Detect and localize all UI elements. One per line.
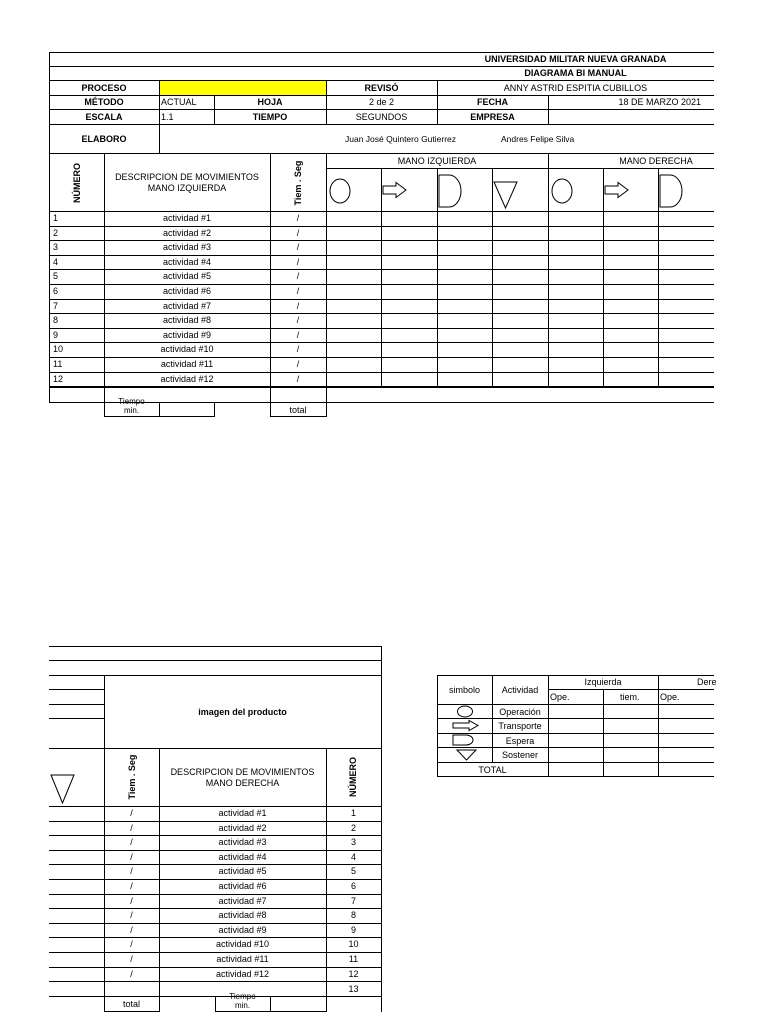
row-activity: actividad #11 (216, 954, 269, 964)
hoja-value: 2 de 2 (368, 97, 395, 107)
summary-label-sostener: Sostener (501, 750, 539, 760)
arrow-right-icon (604, 182, 630, 198)
row-activity: actividad #11 (160, 359, 214, 369)
mano-izquierda-header: MANO IZQUIERDA (397, 156, 477, 166)
tiempo-min-label: Tiempo min. (118, 397, 145, 415)
row-activity: actividad #5 (218, 866, 267, 876)
row-number: 11 (53, 359, 63, 369)
row-time: / (296, 330, 300, 340)
empresa-label: EMPRESA (470, 112, 515, 122)
row-number: 6 (350, 881, 356, 891)
row-activity: actividad #3 (162, 242, 212, 252)
desc-header-line1: DESCRIPCION DE MOVIMIENTOS (115, 172, 259, 182)
tiempo-value: SEGUNDOS (355, 112, 408, 122)
row-time: / (130, 852, 133, 862)
mano-derecha-header: MANO DERECHA (619, 156, 693, 166)
elaboro-name-2: Andres Felipe Silva (501, 134, 575, 144)
row-time: / (296, 344, 300, 354)
izquierda-header: Izquierda (584, 677, 622, 687)
summary-label-espera: Espera (505, 736, 535, 746)
circle-icon (456, 705, 474, 718)
row-number: 3 (350, 837, 356, 847)
tiempo-min-label-right: Tiempo min. (229, 992, 256, 1010)
desc-header-right-line2: MANO DERECHA (205, 778, 280, 788)
row-number: 12 (53, 374, 64, 384)
row-number: 1 (53, 213, 59, 223)
elaboro-name-1: Juan José Quintero Gutierrez (345, 134, 457, 144)
fecha-value: 18 DE MARZO 2021 (618, 97, 701, 107)
row-number: 7 (350, 896, 356, 906)
ope-header-left: Ope. (550, 692, 570, 702)
proceso-highlight (160, 81, 326, 95)
row-number: 11 (348, 954, 359, 964)
extra-row-number: 13 (348, 984, 359, 994)
d-shape-icon (438, 174, 464, 208)
tiempo-label: TIEMPO (252, 112, 288, 122)
row-number: 9 (350, 925, 356, 935)
metodo-value: ACTUAL (161, 97, 197, 107)
simbolo-header: simbolo (448, 685, 480, 695)
row-activity: actividad #4 (218, 852, 267, 862)
row-number: 1 (350, 808, 356, 818)
reviso-label: REVISÓ (364, 83, 399, 93)
row-number: 8 (350, 910, 356, 920)
hoja-label: HOJA (257, 97, 283, 107)
row-number: 4 (53, 257, 59, 267)
row-time: / (130, 969, 133, 979)
circle-icon (550, 178, 574, 204)
tiem-seg-header-right: Tiem . Seg (127, 754, 137, 800)
numero-header: NÚMERO (72, 163, 82, 203)
row-number: 7 (53, 301, 59, 311)
row-time: / (296, 271, 300, 281)
row-number: 2 (53, 228, 59, 238)
escala-label: ESCALA (85, 112, 123, 122)
summary-label-operacion: Operación (499, 707, 541, 717)
row-time: / (296, 228, 300, 238)
row-time: / (130, 808, 133, 818)
row-time: / (296, 315, 300, 325)
row-time: / (130, 837, 133, 847)
total-label: total (289, 405, 307, 415)
row-time: / (296, 286, 300, 296)
reviso-value: ANNY ASTRID ESPITIA CUBILLOS (503, 83, 648, 93)
row-activity: actividad #1 (218, 808, 267, 818)
summary-total-label: TOTAL (478, 765, 507, 775)
summary-label-transporte: Transporte (498, 721, 542, 731)
row-time: / (296, 213, 300, 223)
tiem-seg-header: Tiem . Seg (293, 160, 303, 206)
row-activity: actividad #10 (215, 939, 270, 949)
escala-value: 1.1 (161, 112, 174, 122)
row-number: 6 (53, 286, 59, 296)
elaboro-label: ELABORO (81, 134, 127, 144)
tiem-header-left: tiem. (620, 692, 640, 702)
derecha-header: Dere (697, 677, 717, 687)
row-number: 10 (53, 344, 64, 354)
desc-header-line2: MANO IZQUIERDA (147, 183, 227, 193)
row-number: 10 (348, 939, 359, 949)
row-time: / (130, 881, 133, 891)
row-time: / (130, 866, 133, 876)
row-number: 5 (350, 866, 356, 876)
d-shape-icon (659, 174, 685, 208)
row-number: 12 (348, 969, 359, 979)
row-number: 9 (53, 330, 59, 340)
image-placeholder-label: imagen del producto (198, 707, 287, 717)
row-number: 4 (350, 852, 356, 862)
diagram-title: DIAGRAMA BI MANUAL (524, 68, 627, 78)
numero-header-right: NÚMERO (348, 757, 358, 797)
row-activity: actividad #2 (162, 228, 212, 238)
row-time: / (296, 257, 300, 267)
d-shape-icon (452, 734, 476, 746)
university-title: UNIVERSIDAD MILITAR NUEVA GRANADA (484, 54, 667, 64)
row-time: / (130, 910, 133, 920)
row-activity: actividad #8 (162, 315, 212, 325)
desc-header-right-line1: DESCRIPCION DE MOVIMIENTOS (170, 767, 315, 777)
row-time: / (296, 374, 300, 384)
fecha-label: FECHA (477, 97, 508, 107)
row-activity: actividad #6 (162, 286, 212, 296)
triangle-down-icon (456, 749, 478, 761)
row-activity: actividad #5 (162, 271, 212, 281)
triangle-down-icon (493, 181, 519, 209)
row-activity: actividad #7 (162, 301, 212, 311)
circle-icon (328, 178, 352, 204)
row-time: / (130, 954, 133, 964)
arrow-right-icon (382, 182, 408, 198)
row-activity: actividad #2 (218, 823, 267, 833)
row-activity: actividad #10 (160, 344, 214, 354)
arrow-right-icon (452, 720, 480, 731)
row-time: / (296, 242, 300, 252)
row-time: / (130, 925, 133, 935)
row-activity: actividad #6 (218, 881, 267, 891)
metodo-label: MÉTODO (84, 97, 124, 107)
row-number: 3 (53, 242, 59, 252)
row-activity: actividad #8 (218, 910, 267, 920)
row-activity: actividad #7 (218, 896, 267, 906)
row-time: / (130, 823, 133, 833)
row-time: / (296, 359, 300, 369)
row-time: / (130, 939, 133, 949)
ope-header-right: Ope. (660, 692, 680, 702)
row-activity: actividad #12 (215, 969, 270, 979)
row-time: / (130, 896, 133, 906)
total-label-right: total (122, 999, 140, 1009)
row-number: 2 (350, 823, 356, 833)
row-activity: actividad #3 (218, 837, 267, 847)
actividad-header: Actividad (501, 685, 539, 695)
row-activity: actividad #12 (160, 374, 214, 384)
row-activity: actividad #9 (162, 330, 212, 340)
triangle-down-icon (50, 774, 76, 804)
row-number: 5 (53, 271, 59, 281)
row-activity: actividad #1 (162, 213, 212, 223)
proceso-label: PROCESO (81, 83, 127, 93)
row-activity: actividad #9 (218, 925, 267, 935)
row-activity: actividad #4 (162, 257, 212, 267)
row-time: / (296, 301, 300, 311)
row-number: 8 (53, 315, 59, 325)
